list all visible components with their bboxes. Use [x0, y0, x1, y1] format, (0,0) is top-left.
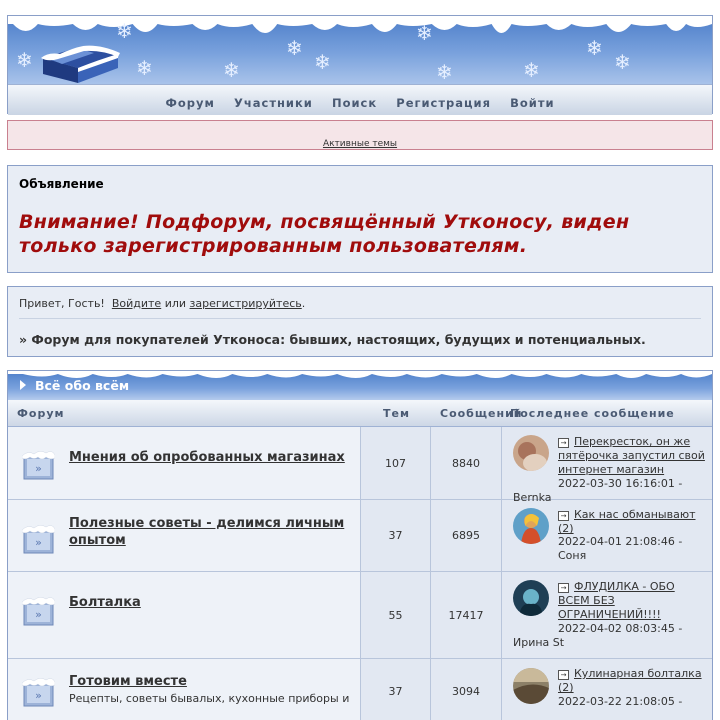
- go-to-post-icon[interactable]: →: [558, 583, 569, 593]
- topics-count-cell: [361, 500, 431, 571]
- topics-count: 55: [388, 609, 403, 622]
- forum-row: [8, 427, 712, 504]
- last-post-author[interactable]: Соня: [558, 549, 587, 562]
- forum-cell: [8, 572, 361, 658]
- forum-row: [8, 659, 712, 720]
- snowflake-icon: ❄: [16, 48, 33, 72]
- col-posts: Сообщений: [440, 407, 523, 420]
- avatar[interactable]: [513, 435, 549, 471]
- category-header[interactable]: [8, 371, 712, 400]
- last-topic-link[interactable]: Как нас обманывают (2): [558, 508, 696, 535]
- nav-search[interactable]: Поиск: [331, 96, 378, 110]
- col-forum: Форум: [17, 407, 65, 420]
- active-topics-link[interactable]: Активные темы: [322, 139, 398, 149]
- avatar[interactable]: [513, 580, 549, 616]
- topics-count: 107: [385, 457, 406, 470]
- snowflake-icon: ❄: [436, 60, 453, 84]
- forum-title-link[interactable]: Мнения об опробованных магазинах: [69, 450, 345, 465]
- last-post-time: 2022-03-22 21:08:05 -: [558, 695, 683, 708]
- last-post-author[interactable]: Bernka: [513, 491, 552, 504]
- register-link[interactable]: зарегистрируйтесь: [189, 297, 302, 310]
- avatar[interactable]: [513, 508, 549, 544]
- announcement-text: Внимание! Подфорум, посвящённый Утконосу, виден только зарегистрированным пользователям.: [19, 211, 630, 257]
- posts-count-cell: [431, 500, 502, 571]
- last-topic: [558, 667, 708, 695]
- login-link[interactable]: Войдите: [111, 297, 162, 310]
- forum-title-link[interactable]: Болталка: [69, 595, 141, 610]
- forum-folder-icon: [22, 523, 55, 555]
- snowflake-icon: ❄: [523, 58, 540, 82]
- last-post-time: 2022-04-02 08:03:45 -: [558, 622, 683, 635]
- forum-folder-icon: [22, 676, 55, 708]
- avatar[interactable]: [513, 668, 549, 704]
- last-post-cell: [502, 500, 712, 571]
- announcement-box: [7, 165, 713, 273]
- forum-title-link[interactable]: Полезные советы - делимся личным опытом: [69, 516, 345, 548]
- forum-title-link[interactable]: Готовим вместе: [69, 674, 187, 689]
- svg-text:»: »: [35, 689, 42, 702]
- divider: [19, 318, 701, 319]
- posts-count: 6895: [452, 529, 480, 542]
- forum-cell: [8, 427, 361, 499]
- snowflake-icon: ❄: [416, 21, 433, 45]
- posts-count: 8840: [452, 457, 480, 470]
- table-header: [8, 400, 712, 427]
- last-post-cell: [502, 427, 712, 504]
- snowflake-icon: ❄: [223, 58, 240, 82]
- snowflake-icon: ❄: [586, 36, 603, 60]
- topics-count-cell: [361, 427, 431, 499]
- snowflake-icon: ❄: [314, 50, 331, 74]
- last-post-time: 2022-04-01 21:08:46 -: [558, 535, 683, 548]
- nav-members[interactable]: Участники: [233, 96, 313, 110]
- go-to-post-icon[interactable]: →: [558, 511, 569, 521]
- main-nav: [8, 84, 712, 115]
- go-to-post-icon[interactable]: →: [558, 438, 569, 448]
- last-topic-link[interactable]: Кулинарная болталка (2): [558, 667, 702, 694]
- go-to-post-icon[interactable]: →: [558, 670, 569, 680]
- forum-folder-icon: [22, 449, 55, 481]
- forum-cell: [8, 659, 361, 720]
- posts-count: 3094: [452, 685, 480, 698]
- last-post-cell: [502, 659, 712, 720]
- nav-forum[interactable]: Форум: [165, 96, 215, 110]
- last-topic: [558, 580, 708, 622]
- forum-row: [8, 572, 712, 659]
- active-topics-bar: [7, 120, 713, 150]
- posts-count: 17417: [448, 609, 484, 622]
- greeting-prefix: Привет, Гость!: [19, 297, 105, 310]
- snowflake-icon: ❄: [286, 36, 303, 60]
- topics-count-cell: [361, 572, 431, 658]
- snowflake-icon: ❄: [614, 50, 631, 74]
- last-topic-link[interactable]: ФЛУДИЛКА - ОБО ВСЕМ БЕЗ ОГРАНИЧЕНИЙ!!!!: [558, 580, 675, 621]
- snowflake-icon: ❄: [136, 56, 153, 80]
- category-title[interactable]: Всё обо всём: [35, 378, 130, 393]
- svg-text:»: »: [35, 536, 42, 549]
- site-header: [7, 15, 713, 114]
- topics-count: 37: [388, 685, 403, 698]
- header-banner: [8, 16, 712, 84]
- nav-login[interactable]: Войти: [510, 96, 555, 110]
- last-post-time: 2022-03-30 16:16:01 -: [558, 477, 683, 490]
- last-post-author[interactable]: Ирина St: [513, 636, 565, 649]
- col-topics: Тем: [383, 407, 410, 420]
- greeting-dot: .: [301, 297, 306, 310]
- last-post-cell: [502, 572, 712, 658]
- snowflake-icon: ❄: [116, 19, 133, 43]
- posts-count-cell: [431, 659, 502, 720]
- posts-count-cell: [431, 572, 502, 658]
- posts-count-cell: [431, 427, 502, 499]
- nav-register[interactable]: Регистрация: [396, 96, 491, 110]
- forum-cell: [8, 500, 361, 571]
- forum-folder-icon: [22, 595, 55, 627]
- svg-text:»: »: [35, 462, 42, 475]
- last-topic: [558, 508, 708, 536]
- site-logo[interactable]: [38, 38, 123, 84]
- topics-count-cell: [361, 659, 431, 720]
- svg-text:»: »: [35, 608, 42, 621]
- forum-board-title: » Форум для покупателей Утконоса: бывших, настоящих, будущих и потенциальных.: [19, 332, 646, 347]
- topics-count: 37: [388, 529, 403, 542]
- greeting-box: [7, 286, 713, 357]
- forum-description: Рецепты, советы бывалых, кухонные приборы и: [69, 692, 350, 705]
- col-last-post: Последнее сообщение: [510, 407, 675, 420]
- last-topic-link[interactable]: Перекресток, он же пятёрочка запустил свой интернет магазин: [558, 435, 705, 476]
- announcement-title: Объявление: [19, 177, 104, 191]
- greeting-or: или: [164, 297, 187, 310]
- forum-row: [8, 500, 712, 572]
- category-block: [7, 370, 713, 720]
- expand-arrow-icon[interactable]: [20, 380, 26, 390]
- greeting-line: [19, 297, 701, 310]
- last-topic: [558, 435, 708, 477]
